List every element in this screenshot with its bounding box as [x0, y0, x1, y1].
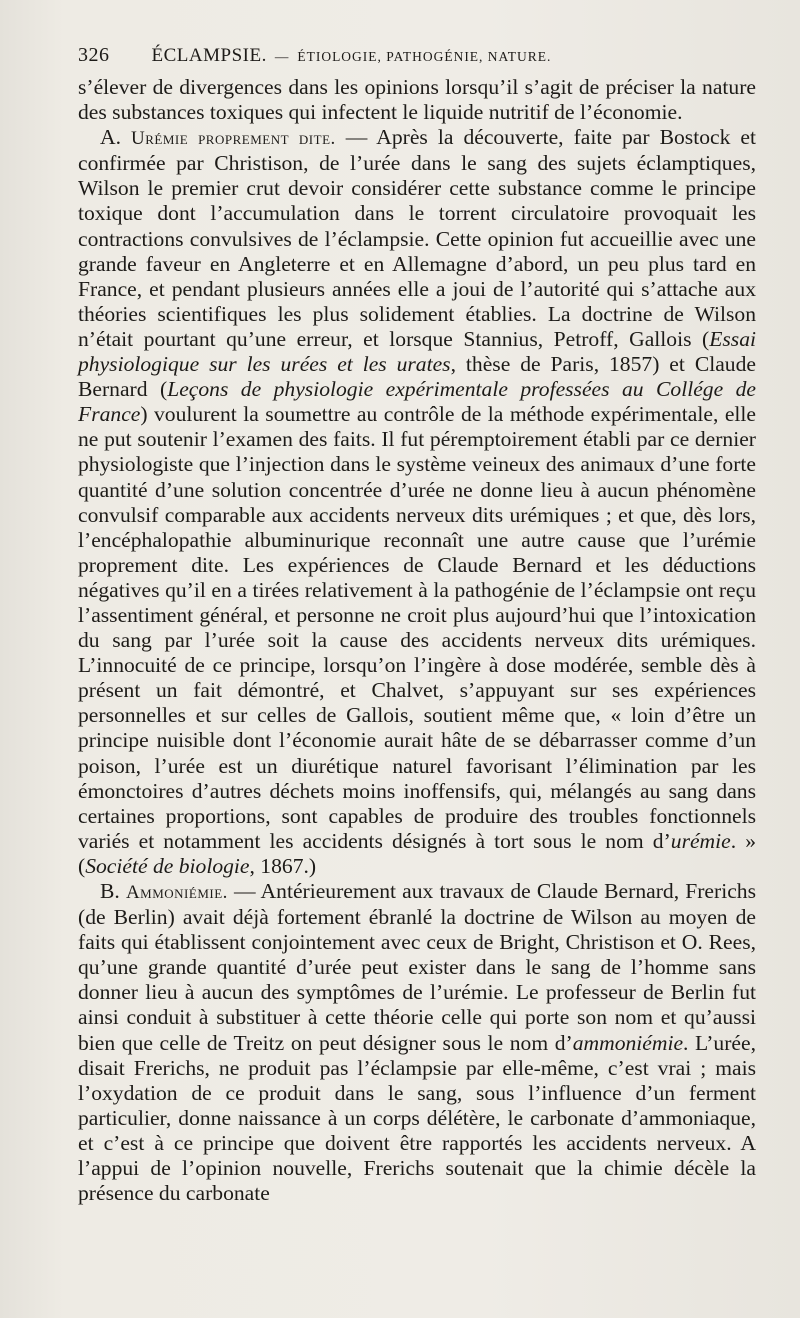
italic-citation: Société de biologie	[85, 853, 250, 878]
running-title: ÉCLAMPSIE.	[151, 45, 267, 66]
running-subtitle: ÉTIOLOGIE, PATHOGÉNIE, NATURE.	[297, 49, 552, 64]
paragraph-uremie	[78, 125, 756, 879]
body-text	[78, 75, 756, 1206]
section-heading-ammoniemie: Ammoniémie.	[125, 882, 228, 903]
paragraph-continuation: s’élever de divergences dans les opinions lorsqu’il s’agit de préciser la nature des substances toxiques qui infectent le liquide nutritif de l’économie.	[78, 75, 756, 125]
text-segment: , 1867.)	[249, 853, 317, 878]
italic-term: urémie	[670, 828, 731, 853]
text-segment: ) voulurent la soumettre au contrôle de la méthode expérimentale, elle ne put soutenir l’examen des faits. Il fut péremptoirement établi par ce dernier physiologiste que l’injection dans le système veineux des animaux d’une forte quantité d’une solution concentrée d’urée ne donne lieu à aucun phénomène convulsif comparable aux accidents nerveux dits urémiques ; et que, dès lors, l’encéphalopathie albuminurique reconnaît une autre cause que l’urémie proprement dite. Les expériences de Claude Bernard et les déductions négatives qu’il en a tirées relativement à la pathogénie de l’éclampsie ont reçu l’assentiment général, et personne ne croit plus aujourd’hui que l’intoxication du sang par l’urée soit la cause des accidents nerveux dits urémiques. L’innocuité de ce principe, lorsqu’on l’ingère à dose modérée, semble dès à présent un fait démontré, et Chalvet, s’appuyant sur ses expériences personnelles et sur celles de Gallois, soutient même que, « loin d’être un principe nuisible dont l’économie aurait hâte de se débarrasser comme d’un poison, l’urée est un diurétique naturel favorisant l’élimination par les émonctoires d’autres déchets moins inoffensifs, qui, mélangés au sang dans certaines proportions, sont capables de produire des troubles fonctionnels variés et notamment les accidents désignés à tort sous le nom d’	[78, 402, 756, 853]
page-number: 326	[78, 44, 110, 66]
section-heading-uremie: Urémie proprement dite.	[131, 128, 336, 150]
running-header	[78, 44, 756, 67]
paragraph-ammoniemie	[78, 879, 756, 1206]
running-separator: —	[274, 49, 290, 64]
text-segment: . L’urée, disait Frerichs, ne produit pas l’éclampsie par elle-même, c’est vrai ; mais l’oxydation de ce produit dans le sang, sous l’influence d’un ferment particulier, donne naissance à un corps délétère, le carbonate d’ammoniaque, et c’est à ce principe que doivent être rapportés les accidents nerveux. A l’appui de l’opinion nouvelle, Frerichs soutenait que la chimie décèle la présence du carbonate	[78, 1030, 756, 1206]
italic-term: ammoniémie	[572, 1030, 684, 1055]
text-segment: . » (	[78, 828, 757, 878]
text-segment: — Après la découverte, faite par Bostock et confirmée par Christison, de l’urée dans le sang des sujets éclamptiques, Wilson le premier crut devoir considérer cette substance comme le principe toxique dont l’accumulation dans le torrent circulatoire provoquait les contractions convulsives de l’éclampsie. Cette opinion fut accueillie avec une grande faveur en Angleterre et en Allemagne d’abord, un peu plus tard en France, et pendant plusieurs années elle a joui de l’autorité qui s’attache aux théories scientifiques les plus solidement établies. La doctrine de Wilson n’était pourtant qu’une erreur, et lorsque Stannius, Petroff, Gallois (	[78, 125, 756, 351]
section-letter-b: B.	[100, 879, 120, 903]
text-segment: , thèse de Paris, 1857) et Claude Bernard (	[78, 352, 756, 402]
text-segment: — Antérieurement aux travaux de Claude Bernard, Frerichs (de Berlin) avait déjà fortement ébranlé la doctrine de Wilson au moyen de faits qui établissent conjointement avec ceux de Bright, Christison et O. Rees, qu’une grande quantité d’urée peut exister dans le sang de l’homme sans donner lieu à aucun des symptômes de l’urémie. Le professeur de Berlin fut ainsi conduit à substituer à cette théorie celle qui porte son nom et qu’aussi bien que celle de Treitz on peut désigner sous le nom d’	[78, 879, 756, 1055]
italic-citation: Leçons de physiologie expérimentale professées au Collége de France	[78, 377, 756, 427]
italic-citation: Essai physiologique sur les urées et les urates	[78, 326, 756, 377]
section-letter-a: A.	[100, 125, 121, 150]
